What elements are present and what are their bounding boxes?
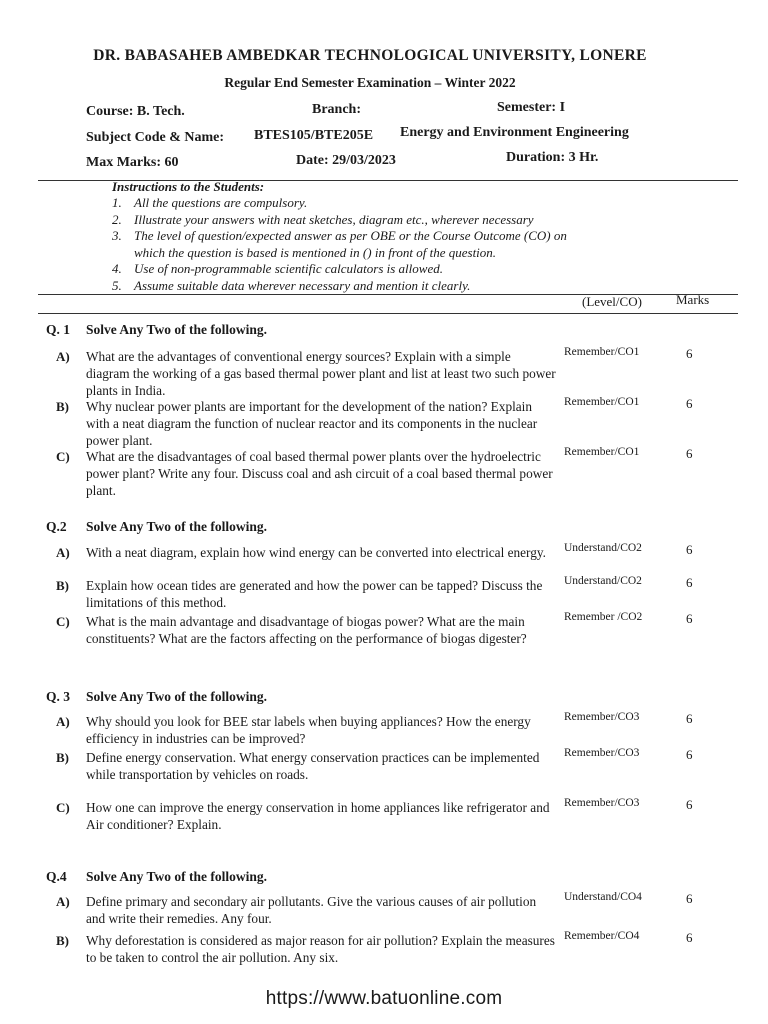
question-number: Q.4 <box>46 869 67 884</box>
marks-value: 6 <box>686 611 693 626</box>
instruction-item <box>112 212 567 229</box>
marks-value: 6 <box>686 797 693 812</box>
instruction-number: 1. <box>112 195 122 210</box>
column-header-divider <box>38 313 738 314</box>
sub-question-text: Why nuclear power plants are important for the development of the nation? Explain with a neat diagram the function of nuclear reactor and its components in the nuclear power plant. <box>86 399 538 448</box>
level-co: Understand/CO4 <box>564 891 642 903</box>
question-number: Q.2 <box>46 519 67 534</box>
exam-title: Regular End Semester Examination – Winter 2022 <box>224 75 516 90</box>
subject-label: Subject Code & Name: <box>86 130 225 145</box>
instruction-text: Use of non-programmable scientific calculators is allowed. <box>134 261 443 276</box>
level-co: Understand/CO2 <box>564 542 642 554</box>
max-marks: Max Marks: 60 <box>86 155 179 170</box>
level-co: Remember /CO2 <box>564 611 643 623</box>
marks-value: 6 <box>686 446 693 461</box>
level-column-header: (Level/CO) <box>582 294 642 309</box>
sub-question-text: What is the main advantage and disadvantage of biogas power? What are the main constituents? What are the factors affecting on the performance of biogas digester? <box>86 614 527 646</box>
instruction-item <box>112 228 567 245</box>
level-co: Remember/CO4 <box>564 930 640 942</box>
sub-question-label: B) <box>56 933 69 948</box>
level-co: Remember/CO1 <box>564 446 640 458</box>
subject-name: Energy and Environment Engineering <box>400 125 629 140</box>
question-number: Q. 3 <box>46 689 71 704</box>
instructions-heading: Instructions to the Students: <box>112 179 265 194</box>
question-heading: Solve Any Two of the following. <box>86 689 268 704</box>
level-co: Understand/CO2 <box>564 575 642 587</box>
marks-value: 6 <box>686 575 693 590</box>
instruction-number: 2. <box>112 211 122 227</box>
sub-question-text: Why deforestation is considered as major reason for air pollution? Explain the measures to be taken to control the air pollution. Any six. <box>86 933 555 965</box>
level-co: Remember/CO1 <box>564 346 640 358</box>
instructions-list <box>112 195 567 294</box>
sub-question-text: Explain how ocean tides are generated and how the power can be tapped? Discuss the limitations of this method. <box>86 578 543 610</box>
marks-value: 6 <box>686 542 693 557</box>
marks-value: 6 <box>686 396 693 411</box>
sub-question-label: A) <box>56 714 70 729</box>
sub-question-label: B) <box>56 578 69 593</box>
instruction-text: All the questions are compulsory. <box>134 195 308 210</box>
sub-question-label: C) <box>56 614 70 629</box>
level-co: Remember/CO3 <box>564 797 640 809</box>
instruction-number: 5. <box>112 277 122 293</box>
marks-value: 6 <box>686 891 693 906</box>
question-heading: Solve Any Two of the following. <box>86 519 268 534</box>
instruction-number: 3. <box>112 228 122 243</box>
marks-value: 6 <box>686 711 693 726</box>
exam-duration: Duration: 3 Hr. <box>506 150 599 165</box>
instruction-item <box>112 261 567 278</box>
sub-question-text: How one can improve the energy conservation in home appliances like refrigerator and Air conditioner? Explain. <box>86 800 550 832</box>
sub-question-label: A) <box>56 894 70 909</box>
sub-question-label: B) <box>56 399 69 414</box>
instruction-item <box>112 278 567 295</box>
instruction-item <box>112 195 567 212</box>
level-co: Remember/CO3 <box>564 747 640 759</box>
course-label: Course: B. Tech. <box>86 104 185 119</box>
sub-question-label: C) <box>56 800 70 815</box>
question-number: Q. 1 <box>46 322 71 337</box>
sub-question-label: A) <box>56 545 70 560</box>
marks-value: 6 <box>686 346 693 361</box>
sub-question-text: Define energy conservation. What energy conservation practices can be implemented while transportation by vehicles on roads. <box>86 750 540 782</box>
level-co: Remember/CO1 <box>564 396 640 408</box>
sub-question-text: What are the disadvantages of coal based thermal power plants over the hydroelectric power plant? Write any four. Discuss coal and ash circuit of a coal based thermal power plant. <box>86 449 553 498</box>
instruction-text: which the question is based is mentioned in () in front of the question. <box>134 244 497 260</box>
marks-column-header: Marks <box>676 292 710 307</box>
sub-question-label: B) <box>56 750 69 765</box>
marks-value: 6 <box>686 747 693 762</box>
sub-question-label: C) <box>56 449 70 464</box>
instruction-text: The level of question/expected answer as per OBE or the Course Outcome (CO) on <box>134 228 567 243</box>
marks-value: 6 <box>686 930 693 945</box>
instruction-number: 4. <box>112 261 122 276</box>
question-heading: Solve Any Two of the following. <box>86 322 268 337</box>
branch-label: Branch: <box>312 102 361 117</box>
sub-question-text: With a neat diagram, explain how wind energy can be converted into electrical energy. <box>86 545 546 560</box>
sub-question-label: A) <box>56 349 70 364</box>
subject-code: BTES105/BTE205E <box>254 128 374 143</box>
sub-question-text: What are the advantages of conventional energy sources? Explain with a simple diagram the working of a gas based thermal power plant and list at least two such power plants in India. <box>86 349 556 398</box>
semester-label: Semester: I <box>497 100 566 115</box>
instruction-item <box>112 245 567 262</box>
instruction-text: Assume suitable data wherever necessary and mention it clearly. <box>134 277 471 293</box>
sub-question-text: Why should you look for BEE star labels when buying appliances? How the energy efficiency in industries can be improved? <box>86 714 531 746</box>
website-footer: https://www.batuonline.com <box>265 988 503 1009</box>
university-title: DR. BABASAHEB AMBEDKAR TECHNOLOGICAL UNIVERSITY, LONERE <box>93 47 647 64</box>
instruction-text: Illustrate your answers with neat sketches, diagram etc., wherever necessary <box>134 211 534 227</box>
sub-question-text: Define primary and secondary air pollutants. Give the various causes of air pollution and write their remedies. Any four. <box>86 894 537 926</box>
question-heading: Solve Any Two of the following. <box>86 869 268 884</box>
exam-date: Date: 29/03/2023 <box>296 153 396 168</box>
level-co: Remember/CO3 <box>564 711 640 723</box>
